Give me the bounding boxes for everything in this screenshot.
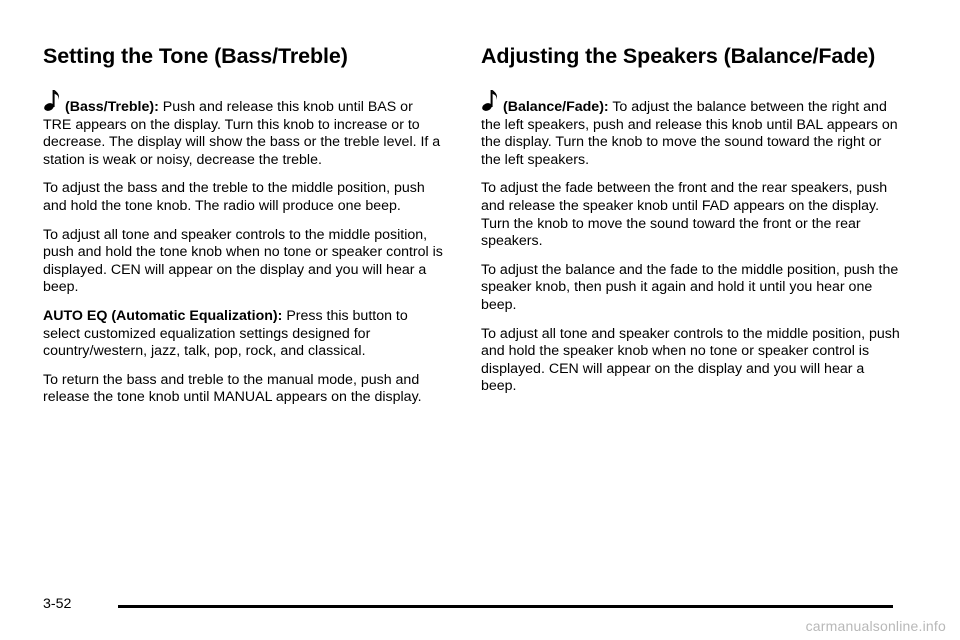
bass-treble-label: (Bass/Treble): (65, 99, 159, 115)
left-column (43, 44, 443, 418)
footer-rule (118, 605, 893, 608)
speaker-center-paragraph: To adjust all tone and speaker controls to the middle position, push and hold the speaker knob when no tone or speaker control is displayed. CEN will appear on the display and you will hear a beep. (481, 325, 900, 395)
section-heading-speakers: Adjusting the Speakers (Balance/Fade) (481, 44, 876, 68)
balance-middle-paragraph: To adjust the balance and the fade to the middle position, push the speaker knob, then push it again and hold it until you hear one beep. (481, 261, 899, 313)
section-heading-tone: Setting the Tone (Bass/Treble) (43, 44, 348, 68)
manual-mode-paragraph: To return the bass and treble to the manual mode, push and release the tone knob until MANUAL appears on the display. (43, 371, 422, 406)
balance-fade-label: (Balance/Fade): (503, 99, 609, 115)
auto-eq-text: Press this button to select customized equalization settings designed for country/western, jazz, talk, pop, rock, and classical. (43, 307, 408, 360)
tone-center-paragraph: To adjust all tone and speaker controls to the middle position, push and hold the tone knob when no tone or speaker control is displayed. CEN will appear on the display and you will hear a beep. (43, 226, 443, 296)
auto-eq-label: AUTO EQ (Automatic Equalization): (43, 307, 283, 324)
balance-fade-text: To adjust the balance between the right and the left speakers, push and release this knob until BAL appears on the display. Turn the knob to move the sound toward the right or the left speakers. (481, 99, 898, 168)
music-note-icon (43, 89, 61, 113)
right-column (481, 44, 901, 407)
tone-middle-paragraph: To adjust the bass and the treble to the middle position, push and hold the tone knob. The radio will produce one beep. (43, 180, 425, 214)
music-note-icon (481, 89, 499, 113)
page-number: 3-52 (43, 596, 72, 612)
page-footer (43, 596, 893, 620)
watermark: carmanualsonline.info (805, 618, 946, 634)
auto-eq-paragraph (43, 308, 443, 361)
balance-fade-paragraph (481, 89, 901, 169)
fade-paragraph: To adjust the fade between the front and the rear speakers, push and release the speaker knob until FAD appears on the display. Turn the knob to move the sound toward the front or the rear speakers. (481, 180, 888, 250)
bass-treble-paragraph (43, 89, 443, 169)
bass-treble-text: Push and release this knob until BAS or TRE appears on the display. Turn this knob to increase or to decrease. The display will show the bass or the treble level. If a station is weak or noisy, decrease the treble. (43, 99, 441, 168)
